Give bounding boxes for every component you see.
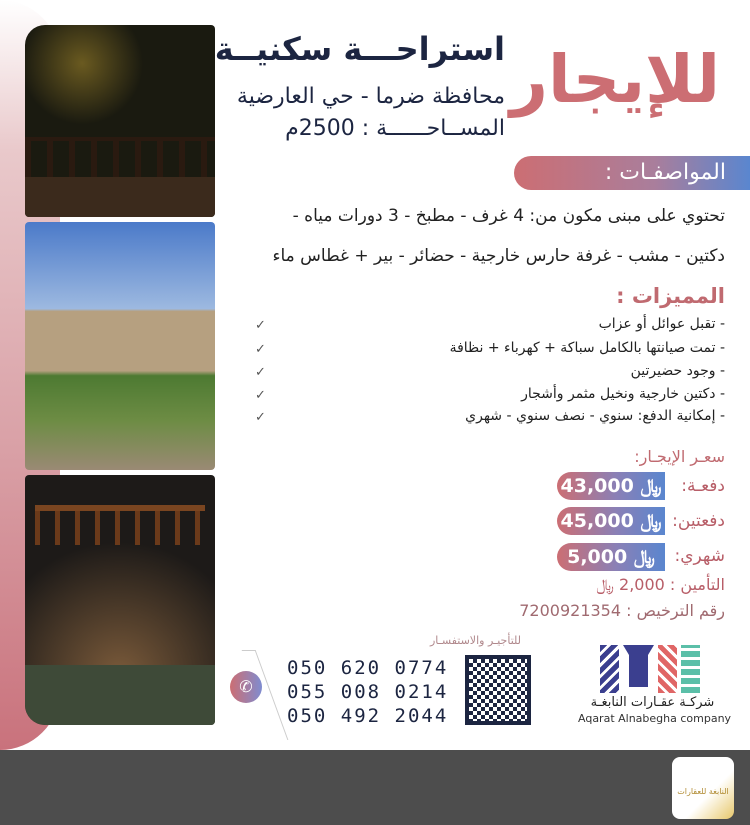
property-title: استراحـــة سكنيــة <box>214 30 505 68</box>
app-logo-text: النابغة للعقارات <box>677 787 729 796</box>
location: محافظة ضرما - حي العارضية <box>236 84 505 109</box>
fence <box>25 137 215 177</box>
photo-night-fence <box>25 25 215 217</box>
pergola-beams <box>35 505 205 545</box>
feature-item: - دكتين خارجية ونخيل مثمر وأشجار <box>521 386 725 402</box>
photo-pergola <box>25 475 215 725</box>
price-pill: 45,000 ﷼ <box>557 507 665 535</box>
phone-number[interactable]: 050 620 0774 <box>287 657 449 679</box>
feature-item: - وجود حضيرتين <box>630 363 725 379</box>
specs-label: المواصفـات : <box>514 156 750 190</box>
app-logo[interactable] <box>672 757 734 819</box>
company-logo <box>600 645 700 693</box>
check-icon: ✓ <box>255 342 266 357</box>
price-pill: 5,000 ﷼ <box>557 543 665 571</box>
specs-line-2: دكتين - مشب - غرفة حارس خارجية - حضائر - بير + غطاس ماء <box>272 246 725 266</box>
price-row-label: شهري: <box>674 546 725 566</box>
phone-icon[interactable]: ✆ <box>230 671 262 703</box>
feature-item: - تمت صيانتها بالكامل سباكة + كهرباء + نظافة <box>449 340 725 356</box>
price-label: سعـر الإيجـار: <box>634 447 725 466</box>
photo-building-lawn <box>25 222 215 470</box>
company-name-ar: شركـة عقـارات النابغـة <box>590 695 715 710</box>
contact-cta: للتأجيـر والاستفسـار <box>430 634 522 647</box>
price-row-label: دفعتين: <box>672 511 725 531</box>
phone-number[interactable]: 055 008 0214 <box>287 681 449 703</box>
ground <box>25 177 215 217</box>
check-icon: ✓ <box>255 410 266 425</box>
company-name-en: Aqarat Alnabegha company <box>578 712 732 725</box>
ground <box>25 665 215 725</box>
price-pill: 43,000 ﷼ <box>557 472 665 500</box>
footer-bar <box>0 750 750 825</box>
specs-line-1: تحتوي على مبنى مكون من: 4 غرف - مطبخ - 3 دورات مياه - <box>292 206 725 226</box>
phone-list <box>287 656 448 728</box>
for-rent-heading: للإيجار <box>509 41 720 118</box>
price-row-label: دفعـة: <box>681 476 725 496</box>
phone-number[interactable]: 050 492 2044 <box>287 705 449 727</box>
feature-item: - تقبل عوائل أو عزاب <box>598 316 725 332</box>
license-number: رقم الترخيص : 7200921354 <box>519 601 725 620</box>
qr-code[interactable] <box>465 655 531 725</box>
area: المســاحــــــة : 2500م <box>285 116 505 141</box>
check-icon: ✓ <box>255 388 266 403</box>
feature-item: - إمكانية الدفع: سنوي - نصف سنوي - شهري <box>465 408 725 424</box>
check-icon: ✓ <box>255 318 266 333</box>
insurance: التأمين : 2,000 ﷼ <box>596 575 725 594</box>
check-icon: ✓ <box>255 365 266 380</box>
features-label: المميزات : <box>616 284 725 308</box>
